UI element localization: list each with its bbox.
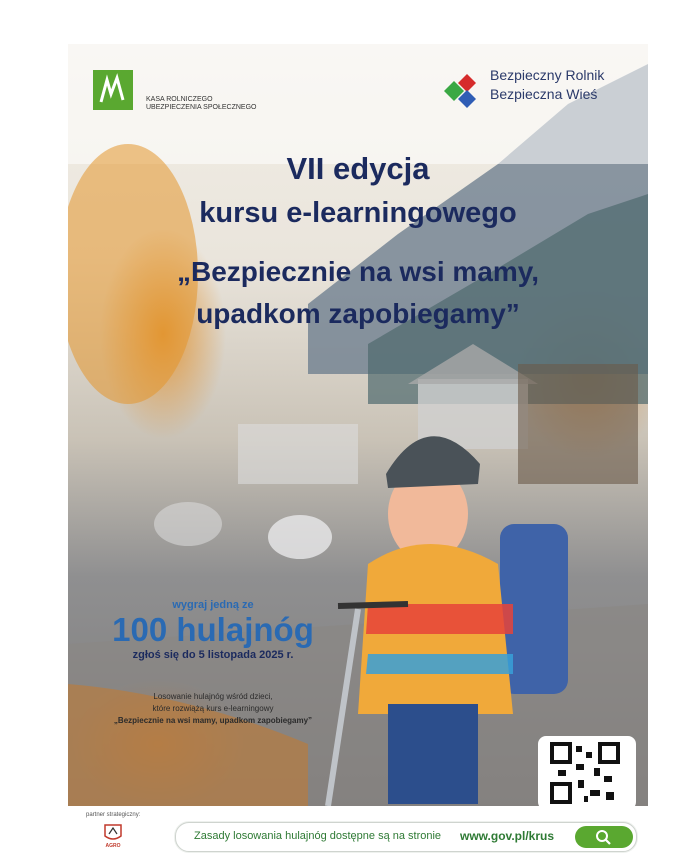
brand-diamond-logo	[432, 72, 484, 110]
krus-name	[146, 96, 256, 112]
draw-line3: „Bezpiecznie na wsi mamy, upadkom zapobiegamy”	[113, 716, 313, 725]
deadline-text: zgłoś się do 5 listopada 2025 r.	[132, 649, 294, 661]
partner-label: partner strategiczny:	[86, 812, 141, 818]
campaign-slogan-line1: „Bezpiecznie na wsi mamy,	[176, 256, 540, 287]
draw-info	[68, 691, 358, 727]
qr-code-icon	[538, 736, 636, 806]
krus-name-line2: UBEZPIECZENIA SPOŁECZNEGO	[146, 104, 257, 111]
brand-name	[490, 66, 604, 104]
prize-block	[68, 599, 358, 727]
qr-code[interactable]	[538, 736, 636, 806]
prize-intro: wygraj jedną ze	[172, 599, 254, 611]
krus-name-line1: KASA ROLNICZEGO	[146, 96, 213, 103]
search-button[interactable]	[575, 826, 633, 848]
poster	[68, 44, 648, 806]
agro-logo	[102, 822, 124, 848]
draw-line1: Losowanie hulajnóg wśród dzieci,	[153, 692, 273, 701]
prize-headline: 100 hulajnóg	[112, 611, 314, 648]
brand-line1: Bezpieczny Rolnik	[490, 67, 605, 83]
course-title: kursu e-learningowego	[199, 197, 517, 229]
edition-title: VII edycja	[286, 151, 430, 186]
brand-line2: Bezpieczna Wieś	[490, 86, 598, 102]
rules-text: Zasady losowania hulajnóg dostępne są na stronie	[194, 830, 442, 842]
krus-url-link[interactable]: www.gov.pl/krus	[460, 829, 555, 843]
draw-line2: które rozwiążą kurs e-learningowy	[152, 704, 274, 713]
footer-rules-bar	[175, 822, 637, 852]
campaign-slogan-line2: upadkom zapobiegamy”	[196, 298, 520, 329]
search-icon	[575, 826, 633, 848]
krus-logo	[93, 70, 133, 110]
agro-logo-text: AGRO	[105, 843, 121, 848]
